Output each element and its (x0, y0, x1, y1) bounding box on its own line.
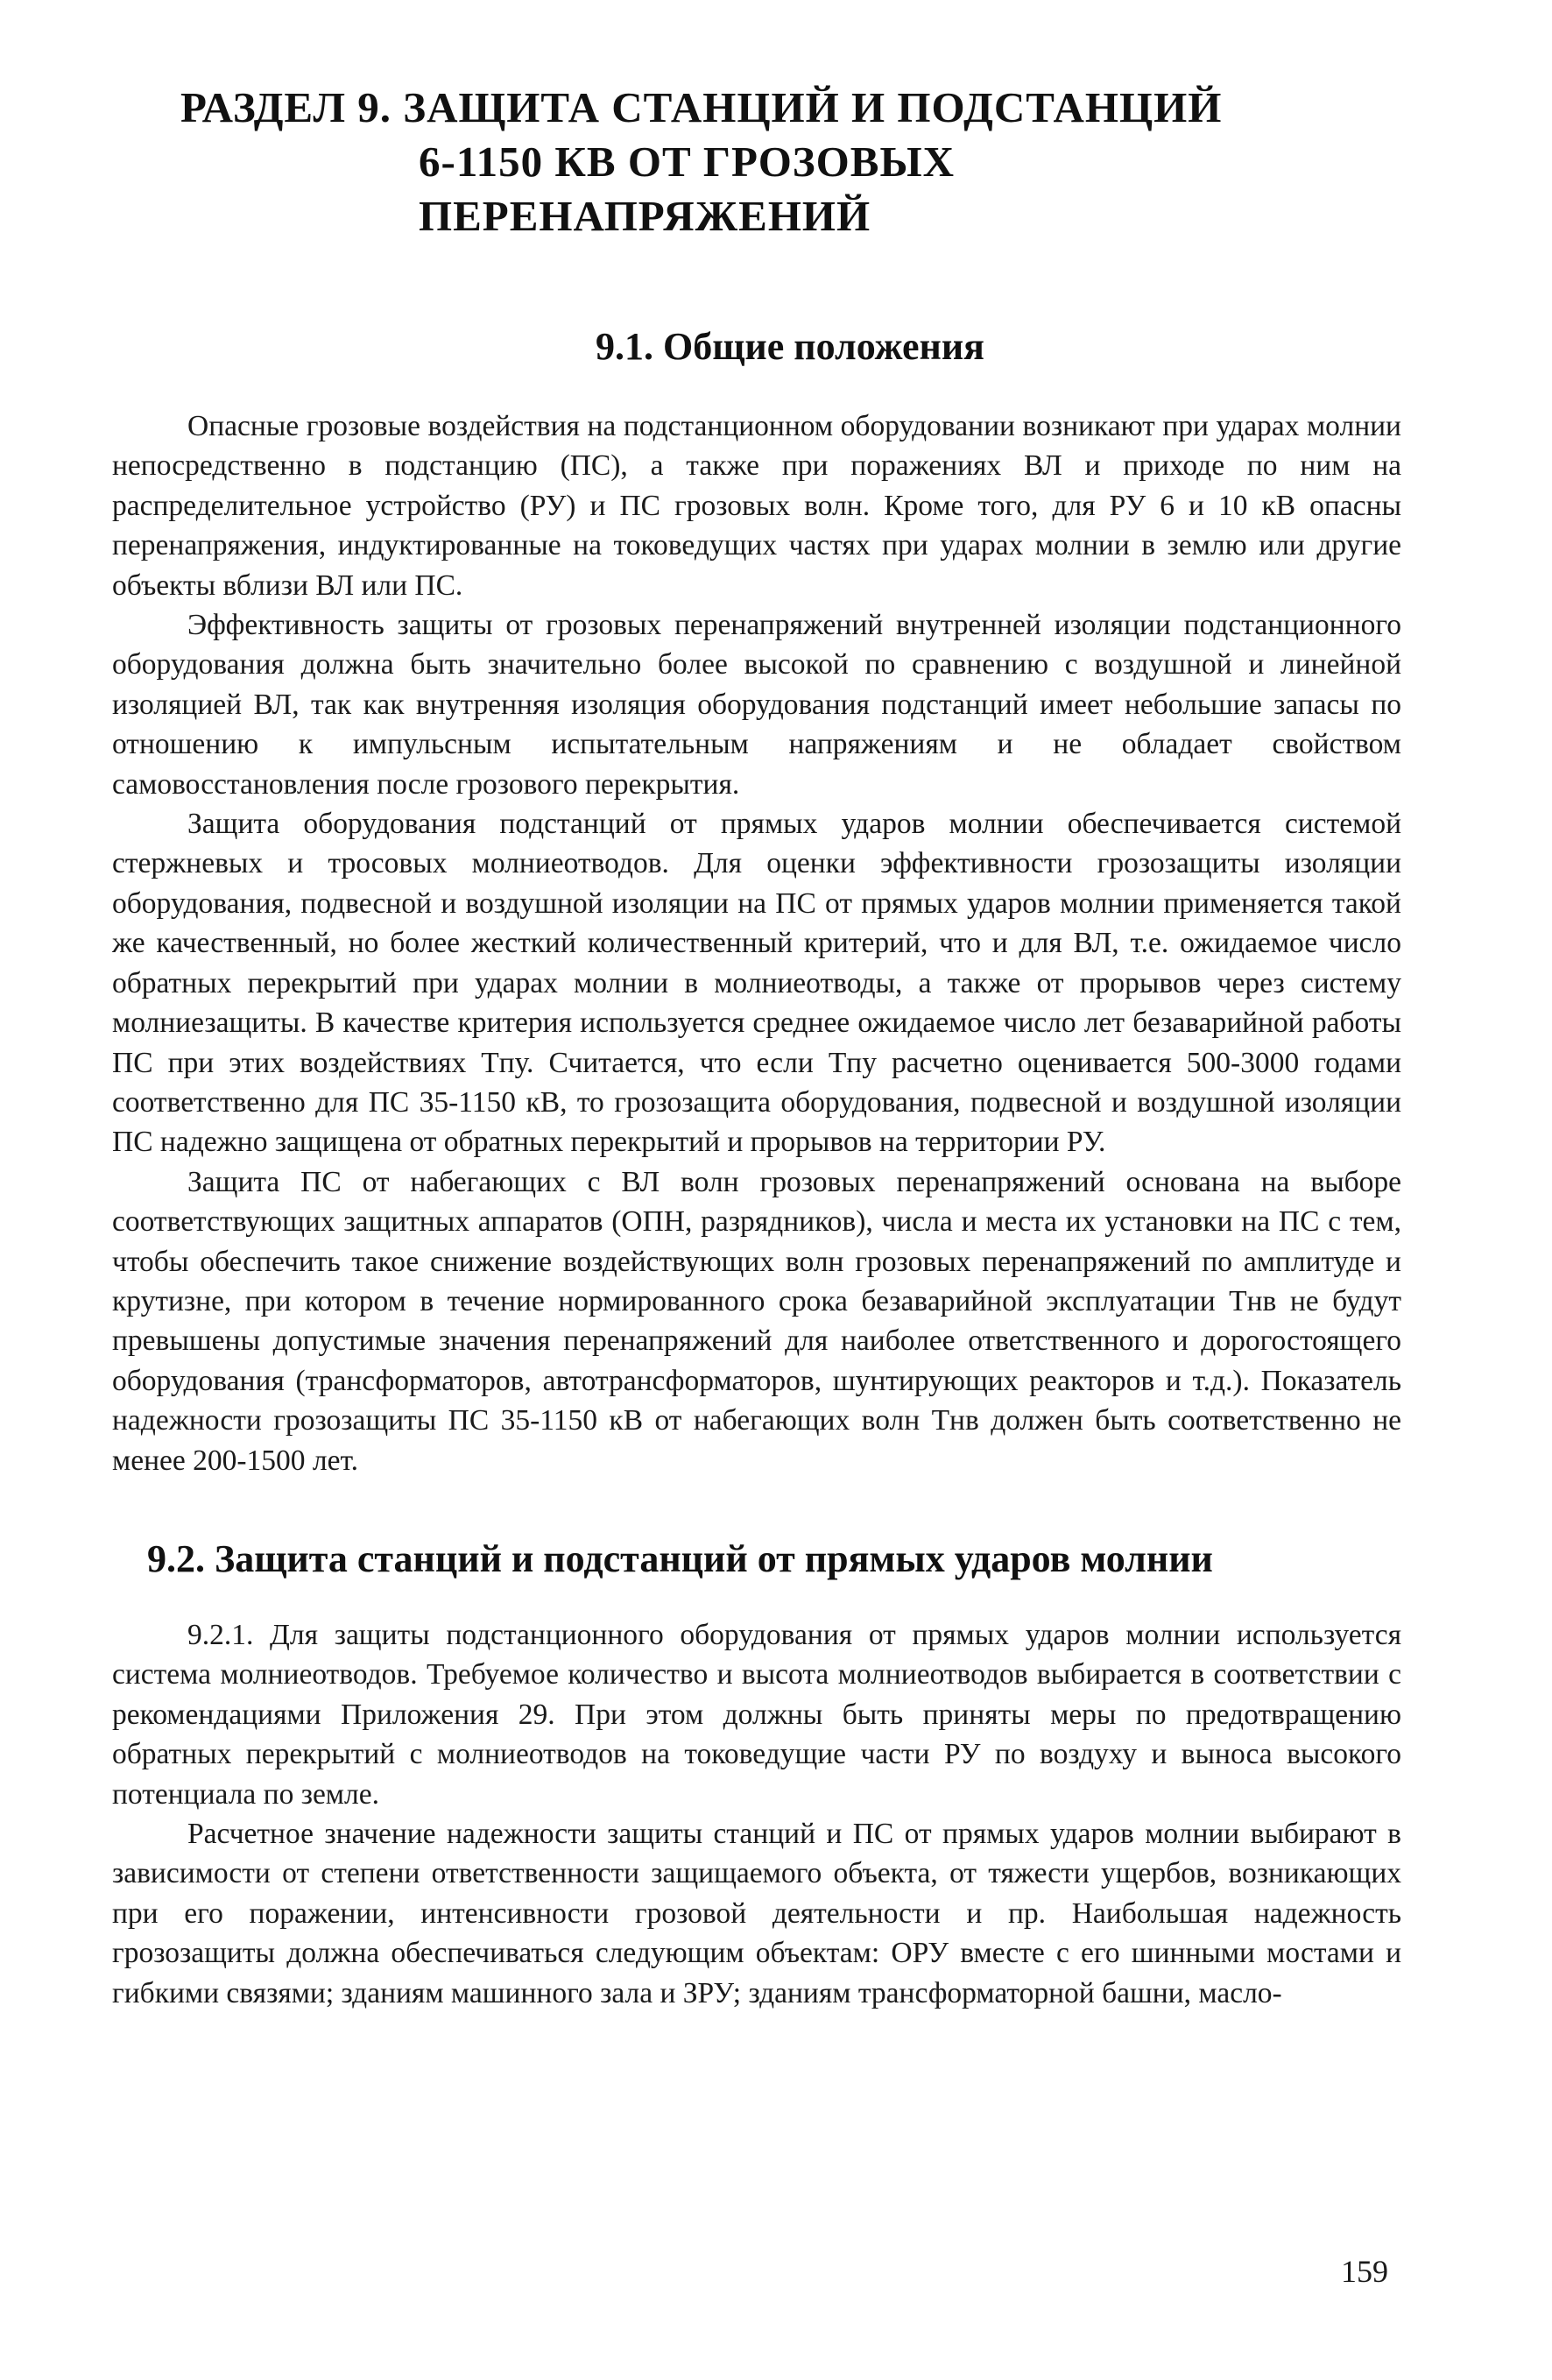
paragraph-9-1-3: Защита оборудования подстанций от прямых ударов молнии обеспечивается системой стержневых и тросовых молниеотводов. Для оценки эффективности грозозащиты изоляции оборудования, подвесной и воздушной изоляции на ПС от прямых ударов молнии применяется такой же качественный, но более жесткий количественный критерий, что и для ВЛ, т.е. ожидаемое число обратных перекрытий при ударах молнии в молниеотводы, а также от прорывов через систему молниезащиты. В качестве критерия используется среднее ожидаемое число лет безаварийной работы ПС при этих воздействиях Tпу. Считается, что если Tпу расчетно оценивается 500-3000 годами соответственно для ПС 35-1150 кВ, то грозозащита оборудования, подвесной и воздушной изоляции ПС надежно защищена от обратных перекрытий и прорывов на территории РУ. (112, 808, 1401, 1159)
page-number: 159 (1341, 2254, 1388, 2289)
paragraph-9-1-1: Опасные грозовые воздействия на подстанционном оборудовании возникают при ударах молнии непосредственно в подстанцию (ПС), а также при поражениях ВЛ и приходе по ним на распределительное устройство (РУ) и ПС грозовых волн. Кроме того, для РУ 6 и 10 кВ опасны перенапряжения, индуктированные на токоведущих частях при ударах молнии в землю или другие объекты вблизи ВЛ или ПС. (112, 410, 1401, 602)
book-page (112, 81, 1401, 2013)
paragraph-9-1-2: Эффективность защиты от грозовых перенапряжений внутренней изоляции подстанционного оборудования должна быть значительно более высокой по сравнению с воздушной и линейной изоляцией ВЛ, так как внутренняя изоляция оборудования подстанций имеет небольшие запасы по отношению к импульсным испытательным напряжениям и не обладает свойством самовосстановления после грозового перекрытия. (112, 609, 1401, 801)
section-title (112, 81, 1401, 244)
paragraph-9-2-2: Расчетное значение надежности защиты станций и ПС от прямых ударов молнии выбирают в зависимости от степени ответственности защищаемого объекта, от тяжести ущербов, возникающих при его поражении, интенсивности грозовой деятельности и пр. Наибольшая надежность грозозащиты должна обеспечиваться следующим объектам: ОРУ вместе с его шинными мостами и гибкими связями; зданиям машинного зала и ЗРУ; зданиям трансформаторной башни, масло- (112, 1818, 1401, 2009)
subsection-title-9-1: 9.1. Общие положения (596, 325, 984, 368)
section-title-line-1: РАЗДЕЛ 9. ЗАЩИТА СТАНЦИЙ И ПОДСТАНЦИЙ (180, 83, 1223, 131)
paragraph-9-1-4: Защита ПС от набегающих с ВЛ волн грозовых перенапряжений основана на выборе соответствующих защитных аппаратов (ОПН, разрядников), числа и места их установки на ПС с тем, чтобы обеспечить такое снижение воздействующих волн грозовых перенапряжений по амплитуде и крутизне, при котором в течение нормированного срока безаварийной эксплуатации Tнв не будут превышены допустимые значения перенапряжений для наиболее ответственного и дорогостоящего оборудования (трансформаторов, автотрансформаторов, шунтирующих реакторов и т.д.). Показатель надежности грозозащиты ПС 35-1150 кВ от набегающих волн Tнв должен быть соответственно не менее 200-1500 лет. (112, 1165, 1401, 1477)
paragraph-9-2-1: 9.2.1. Для защиты подстанционного оборудования от прямых ударов молнии используется система молниеотводов. Требуемое количество и высота молниеотводов выбирается в соответствии с рекомендациями Приложения 29. При этом должны быть приняты меры по предотвращению обратных перекрытий с молниеотводов на токоведущие части РУ по воздуху и выноса высокого потенциала по земле. (112, 1618, 1401, 1811)
subsection-title-9-2: 9.2. Защита станций и подстанций от прямых ударов молнии (147, 1536, 1213, 1580)
section-title-line-2: 6-1150 КВ ОТ ГРОЗОВЫХ ПЕРЕНАПРЯЖЕНИЙ (419, 138, 955, 240)
